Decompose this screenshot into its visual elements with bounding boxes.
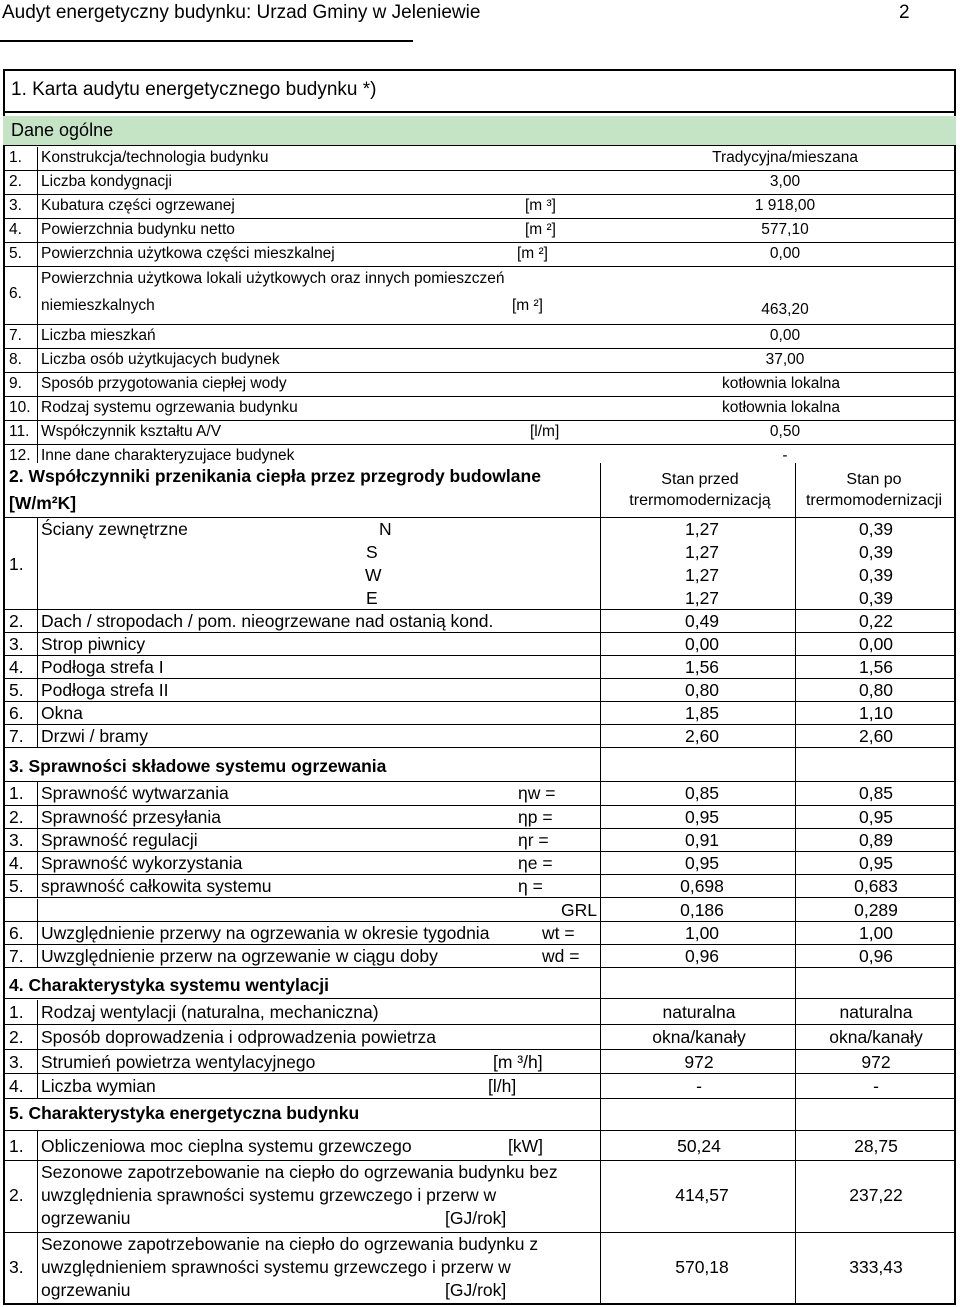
value-before: 1,56 (684, 657, 720, 677)
col-divider (37, 518, 38, 609)
col-after-line2: trermomodernizacji (805, 492, 943, 509)
energy-row (5, 1161, 954, 1233)
col-after-header (774, 469, 960, 511)
row-value: kotłownia lokalna (721, 375, 841, 392)
row-label: Sprawność regulacji (41, 830, 198, 850)
section-5-header (5, 1098, 954, 1131)
row-label: Uwzględnienie przerw na ogrzewanie w ciągu doby (41, 946, 438, 966)
col-divider (37, 922, 38, 944)
wall-direction: N (379, 519, 392, 539)
u-value-row (5, 679, 954, 702)
efficiency-symbol: η = (518, 876, 543, 896)
energy-row (5, 1233, 954, 1303)
row-label: Sprawność wytwarzania (41, 783, 229, 803)
row-number: 8. (9, 351, 22, 368)
value-after: 0,95 (858, 853, 894, 873)
value-before: 0,95 (684, 853, 720, 873)
col-divider (37, 445, 38, 463)
section-3-header (5, 751, 954, 782)
col-divider (37, 782, 38, 805)
value-after: 1,56 (858, 657, 894, 677)
row-value: 0,00 (769, 245, 801, 262)
value-after: naturalna (839, 1002, 913, 1022)
header-rule (0, 40, 413, 42)
value-before: 0,49 (684, 611, 720, 631)
row-unit: [GJ/rok] (445, 1208, 507, 1228)
value-after: 0,80 (858, 680, 894, 700)
u-value-row (5, 725, 954, 748)
value-before: 0,96 (684, 946, 720, 966)
row-number: 6. (9, 923, 24, 943)
value-before: 0,00 (684, 634, 720, 654)
value-after: 0,85 (858, 783, 894, 803)
efficiency-row (5, 922, 954, 945)
col-divider (37, 243, 38, 266)
general-row (5, 195, 954, 219)
section-5-title: 5. Charakterystyka energetyczna budynku (9, 1103, 360, 1123)
col-divider (37, 702, 38, 724)
row-label: Sprawność wykorzystania (41, 853, 243, 873)
wall-after: 0,39 (858, 565, 894, 585)
value-after: 0,22 (858, 611, 894, 631)
row-value: 3,00 (769, 173, 801, 190)
col-divider (37, 1233, 38, 1303)
general-data-title: Dane ogólne (11, 120, 114, 140)
row-number: 2. (9, 1027, 24, 1047)
general-row (5, 445, 954, 463)
row-number: 2. (9, 611, 24, 631)
value-after: - (873, 1076, 879, 1096)
wall-direction: E (366, 588, 378, 608)
row-number: 1. (9, 149, 22, 166)
row-unit: [m ³/h] (493, 1052, 543, 1072)
value-before: 1,00 (684, 923, 720, 943)
col-divider (37, 147, 38, 170)
efficiency-row (5, 875, 954, 898)
wall-before: 1,27 (684, 519, 720, 539)
general-row (5, 267, 954, 325)
row-number: 5. (9, 680, 24, 700)
col-divider (37, 829, 38, 851)
walls-label: Ściany zewnętrzne (41, 519, 188, 539)
general-row (5, 397, 954, 421)
value-before: 570,18 (675, 1257, 729, 1277)
value-before: okna/kanały (652, 1027, 746, 1047)
energy-row (5, 1131, 954, 1161)
efficiency-symbol: wt = (542, 923, 575, 943)
wall-before: 1,27 (684, 565, 720, 585)
value-after: 972 (861, 1052, 891, 1072)
row-value: 463,20 (761, 301, 809, 318)
wall-before: 1,27 (684, 542, 720, 562)
section-2-title: 2. Współczynniki przenikania ciepła przez przegrody budowlane (9, 466, 541, 486)
document-title: Audyt energetyczny budynku: Urzad Gminy w Jeleniewie (2, 2, 481, 23)
row-number: 3. (9, 197, 22, 214)
general-row (5, 349, 954, 373)
general-row (5, 373, 954, 397)
row-number: 6. (9, 285, 22, 302)
row-unit: [m ²] (525, 221, 556, 238)
col-divider (37, 899, 38, 921)
row-number: 7. (9, 327, 22, 344)
row-label: Liczba wymian (41, 1076, 156, 1096)
col-divider (37, 725, 38, 747)
row-number: 1. (9, 1002, 24, 1022)
general-row (5, 421, 954, 445)
value-before: - (696, 1076, 702, 1096)
page-header (0, 0, 960, 30)
row-label: Inne dane charakteryzujace budynek (41, 447, 295, 464)
row-unit: [l/h] (488, 1076, 517, 1096)
col-divider (37, 219, 38, 242)
row-number: 4. (9, 853, 24, 873)
row-number: 5. (9, 245, 22, 262)
row-number: 3. (9, 634, 24, 654)
row-label: Liczba osób użytkujacych budynek (41, 351, 280, 368)
value-before: 414,57 (675, 1185, 729, 1205)
u-value-row (5, 610, 954, 633)
col-divider (37, 397, 38, 420)
row-label: Rodzaj wentylacji (naturalna, mechaniczna) (41, 1002, 379, 1022)
general-row (5, 219, 954, 243)
row-number: 2. (9, 1185, 24, 1205)
row-label: Sposób doprowadzenia i odprowadzenia powietrza (41, 1027, 436, 1047)
row-number: 5. (9, 876, 24, 896)
col-divider (37, 852, 38, 874)
u-value-row (5, 633, 954, 656)
efficiency-row (5, 852, 954, 875)
row-unit: [m ³] (525, 197, 556, 214)
row-number: 4. (9, 1076, 24, 1096)
row-label: Uwzględnienie przerwy na ogrzewania w okresie tygodnia (41, 923, 490, 943)
row-label: Powierzchnia budynku netto (41, 221, 235, 238)
row-number: 6. (9, 703, 24, 723)
row-number: 1. (9, 783, 24, 803)
value-before: 0,186 (680, 900, 724, 920)
col-divider (37, 806, 38, 828)
row-number: 10. (9, 399, 31, 416)
row-label: Sposób przygotowania ciepłej wody (41, 375, 287, 392)
row-number: 1. (9, 1136, 24, 1156)
page-number: 2 (899, 2, 910, 23)
row-label-line2: uwzględnieniem sprawności systemu grzewczego i przerw w (41, 1257, 511, 1277)
row-label: Obliczeniowa moc cieplna systemu grzewczego (41, 1136, 412, 1156)
card-title-bar (3, 69, 956, 113)
value-after: okna/kanały (829, 1027, 923, 1047)
row-value: 0,00 (769, 327, 801, 344)
value-after: 0,683 (854, 876, 898, 896)
value-before: 0,95 (684, 807, 720, 827)
efficiency-symbol: ηp = (518, 807, 553, 827)
row-label: Strumień powietrza wentylacyjnego (41, 1052, 316, 1072)
value-after: 0,00 (858, 634, 894, 654)
col-after-line1: Stan po (846, 471, 902, 488)
value-before: 0,85 (684, 783, 720, 803)
col-divider (37, 1025, 38, 1049)
efficiency-row (5, 806, 954, 829)
value-after: 0,95 (858, 807, 894, 827)
row-label: Sprawność przesyłania (41, 807, 221, 827)
col-divider (37, 679, 38, 701)
value-before: 0,91 (684, 830, 720, 850)
general-row (5, 325, 954, 349)
value-after: 1,10 (858, 703, 894, 723)
col-divider (37, 1074, 38, 1098)
value-after: 0,96 (858, 946, 894, 966)
section-3-title: 3. Sprawności składowe systemu ogrzewania (9, 756, 387, 776)
value-before: naturalna (662, 1002, 736, 1022)
row-value: Tradycyjna/mieszana (712, 149, 858, 166)
col-divider (37, 656, 38, 678)
value-before: 0,80 (684, 680, 720, 700)
row-number: 7. (9, 726, 24, 746)
row-label: Liczba mieszkań (41, 327, 156, 344)
col-divider (37, 325, 38, 348)
walls-block (5, 518, 954, 610)
row-label: sprawność całkowita systemu (41, 876, 272, 896)
value-after: 28,75 (854, 1136, 898, 1156)
general-data-header (3, 116, 956, 146)
efficiency-symbol: GRL (561, 900, 597, 920)
row-label: Powierzchnia użytkowa lokali użytkowych oraz innych pomieszczeń (41, 270, 505, 287)
general-row (5, 243, 954, 267)
row-value: - (782, 447, 788, 464)
efficiency-symbol: ηw = (518, 783, 556, 803)
section-4-header (5, 970, 954, 999)
row-value: kotłownia lokalna (721, 399, 841, 416)
row-number: 2. (9, 807, 24, 827)
value-before: 2,60 (684, 726, 720, 746)
row-label: Podłoga strefa II (41, 680, 169, 700)
row-value: 37,00 (765, 351, 805, 368)
row-label: Rodzaj systemu ogrzewania budynku (41, 399, 298, 416)
row-label: Dach / stropodach / pom. nieogrzewane nad ostanią kond. (41, 611, 494, 631)
row-number: 3. (9, 1052, 24, 1072)
efficiency-symbol: wd = (542, 946, 580, 966)
section-4-title: 4. Charakterystyka systemu wentylacji (9, 975, 330, 995)
row-number: 9. (9, 375, 22, 392)
col-divider (37, 1131, 38, 1160)
section-2-unit: [W/m²K] (9, 493, 77, 513)
row-unit: [l/m] (530, 423, 560, 440)
row-value: 0,50 (769, 423, 801, 440)
row-label-line3: ogrzewaniu (41, 1280, 131, 1300)
col-divider (37, 195, 38, 218)
value-after: 2,60 (858, 726, 894, 746)
row-number: 2. (9, 173, 22, 190)
row-unit: [m ²] (517, 245, 548, 262)
row-number: 7. (9, 946, 24, 966)
row-label: Kubatura części ogrzewanej (41, 197, 235, 214)
efficiency-symbol: ηr = (518, 830, 549, 850)
value-after: 237,22 (849, 1185, 903, 1205)
value-after: 1,00 (858, 923, 894, 943)
col-divider (37, 1050, 38, 1073)
wall-after: 0,39 (858, 519, 894, 539)
u-value-row (5, 702, 954, 725)
row-label: Powierzchnia użytkowa części mieszkalnej (41, 245, 335, 262)
value-column-divider (795, 463, 796, 1303)
value-before: 972 (684, 1052, 714, 1072)
row-number: 3. (9, 830, 24, 850)
row-number: 4. (9, 657, 24, 677)
row-unit: [m ²] (512, 297, 543, 314)
row-number: 11. (9, 423, 30, 440)
row-number: 12. (9, 447, 31, 464)
row-label: Współczynnik kształtu A/V (41, 423, 222, 440)
col-divider (37, 349, 38, 372)
row-label: Drzwi / bramy (41, 726, 148, 746)
efficiency-row (5, 899, 954, 922)
wall-direction: W (365, 565, 382, 585)
row-label: Konstrukcja/technologia budynku (41, 149, 269, 166)
row-label: Podłoga strefa I (41, 657, 164, 677)
wall-after: 0,39 (858, 588, 894, 608)
row-label-line3: ogrzewaniu (41, 1208, 131, 1228)
row-value: 1 918,00 (754, 197, 816, 214)
ventilation-row (5, 1074, 954, 1099)
row-label-line1: Sezonowe zapotrzebowanie na ciepło do ogrzewania budynku bez (41, 1162, 558, 1182)
wall-before: 1,27 (684, 588, 720, 608)
value-before: 1,85 (684, 703, 720, 723)
col-divider (37, 945, 38, 967)
col-divider (37, 610, 38, 632)
efficiency-symbol: ηe = (518, 853, 553, 873)
row-number: 4. (9, 221, 22, 238)
general-row (5, 171, 954, 195)
row-value: 577,10 (761, 221, 809, 238)
row-label: Okna (41, 703, 83, 723)
walls-number: 1. (9, 554, 24, 574)
efficiency-row (5, 829, 954, 852)
ventilation-row (5, 1000, 954, 1025)
row-label: Strop piwnicy (41, 634, 146, 654)
row-label-2: niemieszkalnych (41, 297, 155, 314)
col-before-line1: Stan przed (661, 471, 739, 488)
row-label-line2: uwzględnienia sprawności systemu grzewczego i przerw w (41, 1185, 497, 1205)
efficiency-row (5, 945, 954, 968)
col-divider (37, 633, 38, 655)
ventilation-row (5, 1050, 954, 1074)
col-divider (37, 1000, 38, 1024)
value-before: 0,698 (680, 876, 724, 896)
value-after: 0,89 (858, 830, 894, 850)
value-column-divider (600, 463, 601, 1303)
value-after: 0,289 (854, 900, 898, 920)
efficiency-row (5, 782, 954, 806)
general-row (5, 147, 954, 171)
col-before-header (600, 469, 800, 511)
col-before-line2: trermomodernizacją (629, 492, 771, 509)
u-value-row (5, 656, 954, 679)
col-divider (37, 171, 38, 194)
col-divider (37, 875, 38, 897)
card-title: 1. Karta audytu energetycznego budynku *) (11, 79, 377, 100)
ventilation-row (5, 1025, 954, 1050)
col-divider (37, 1161, 38, 1232)
wall-after: 0,39 (858, 542, 894, 562)
col-divider (37, 267, 38, 324)
value-after: 333,43 (849, 1257, 903, 1277)
row-label: Liczba kondygnacji (41, 173, 172, 190)
value-before: 50,24 (677, 1136, 721, 1156)
col-divider (37, 421, 38, 444)
row-number: 3. (9, 1257, 24, 1277)
col-divider (37, 373, 38, 396)
row-label-line1: Sezonowe zapotrzebowanie na ciepło do ogrzewania budynku z (41, 1234, 539, 1254)
row-unit: [kW] (508, 1136, 543, 1156)
row-unit: [GJ/rok] (445, 1280, 507, 1300)
wall-direction: S (366, 542, 378, 562)
